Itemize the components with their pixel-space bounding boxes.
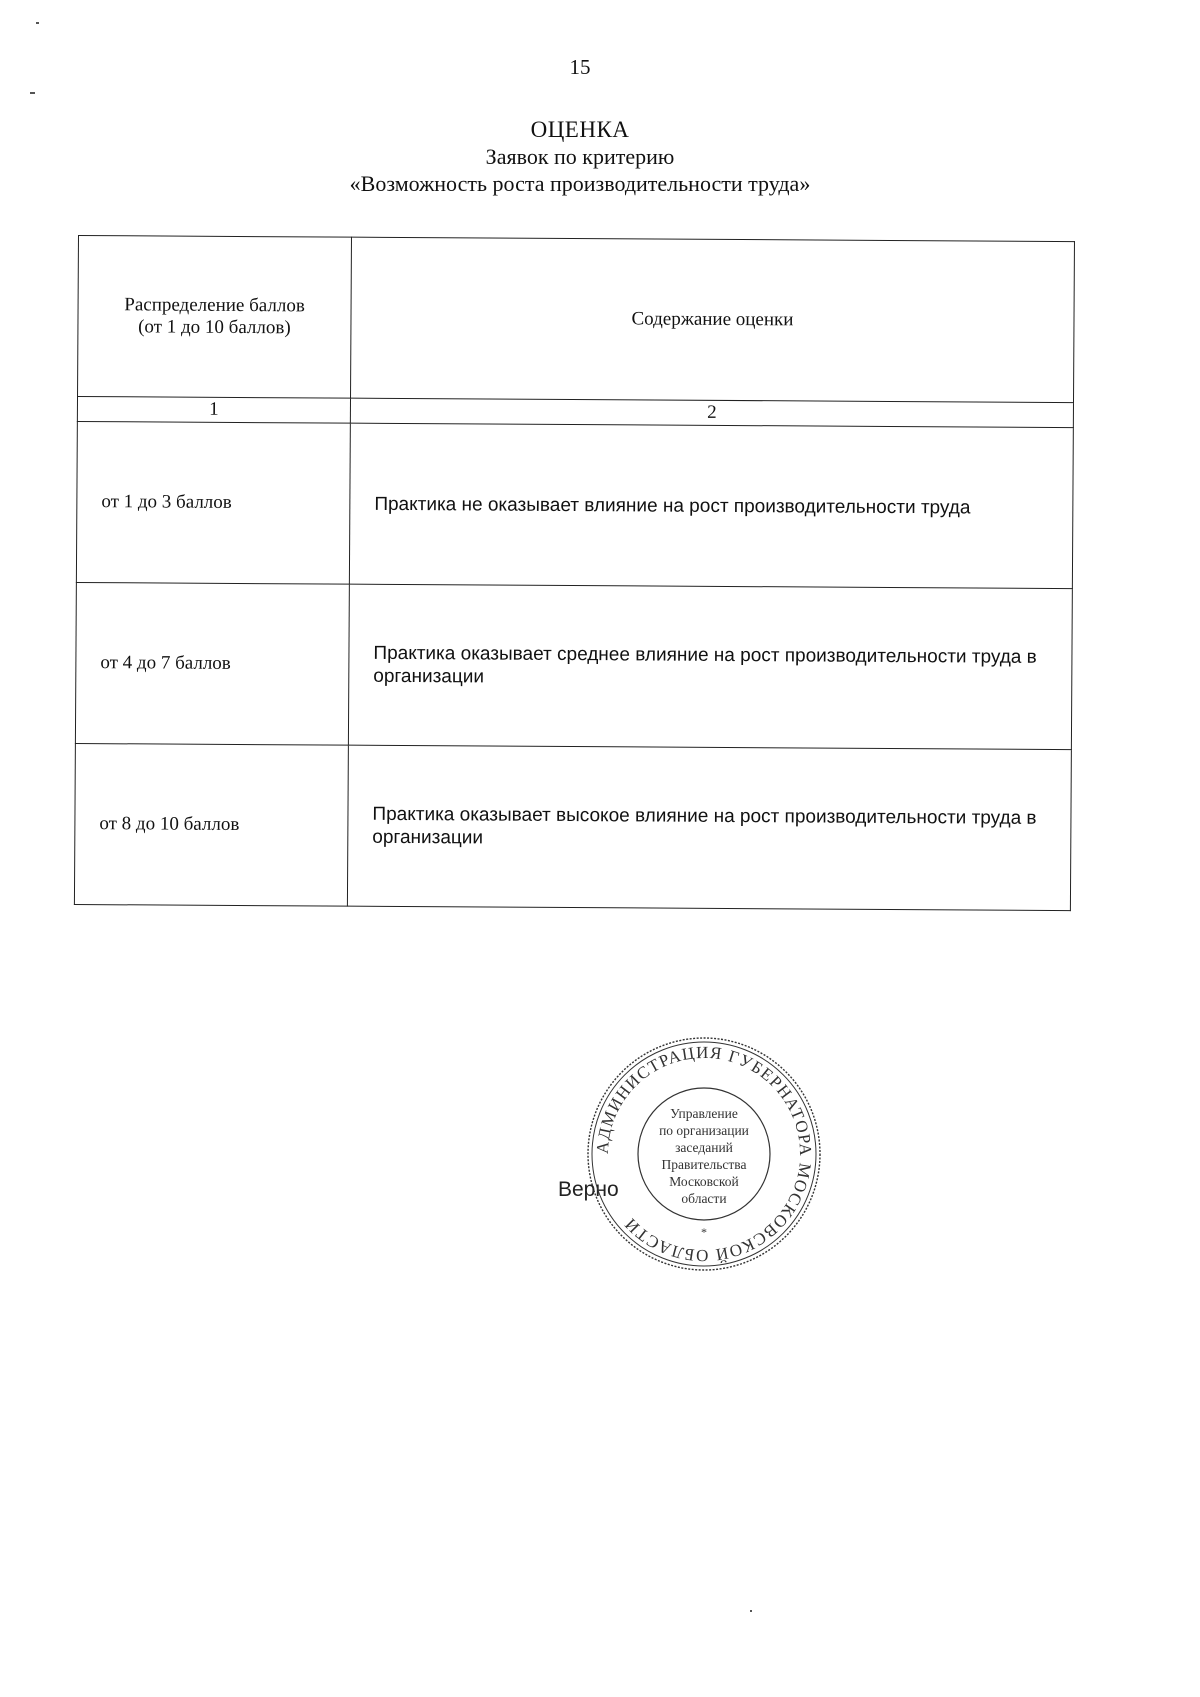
seal-star-icon: * [701,1225,707,1239]
seal-inner-line: Московской [669,1174,739,1189]
table-header-row [78,236,1075,403]
page-number: 15 [569,55,591,79]
table-row [74,743,1071,910]
header-score-distribution [78,236,352,399]
score-range: от 1 до 3 баллов [76,421,350,584]
scan-speck [36,22,39,24]
title-heading: ОЦЕНКА [530,117,630,142]
table-row [76,421,1073,588]
seal-inner-line: области [681,1191,727,1206]
title-subheading: Заявок по критерию [485,144,675,169]
score-table [74,235,1075,911]
score-range: от 8 до 10 баллов [74,743,348,906]
column-number-1: 1 [77,397,350,424]
scan-speck [30,92,35,94]
seal-inner-line: Управление [670,1106,738,1121]
seal-outer-text: АДМИНИСТРАЦИЯ ГУБЕРНАТОРА МОСКОВСКОЙ ОБЛАСТИ [592,1042,816,1266]
header-assessment-content: Содержание оценки [351,237,1075,402]
document-title [0,116,1160,197]
score-description: Практика не оказывает влияние на рост производительности труда [349,423,1073,588]
header-score-distribution-text: Распределение баллов (от 1 до 10 баллов) [124,294,305,339]
score-description: Практика оказывает среднее влияние на рост производительности труда в организации [348,584,1072,749]
seal-inner-line: Правительства [661,1157,747,1172]
official-seal [584,1034,824,1274]
column-number-2: 2 [350,398,1073,427]
score-range: от 4 до 7 баллов [75,582,349,745]
title-criterion: «Возможность роста производительности труда» [349,171,811,196]
score-description: Практика оказывает высокое влияние на рост производительности труда в организации [347,745,1071,910]
seal-inner-line: заседаний [675,1140,733,1155]
table-row [75,582,1072,749]
scan-speck [750,1610,752,1612]
seal-inner-line: по организации [659,1123,749,1138]
verno-label: Верно [558,1178,619,1201]
